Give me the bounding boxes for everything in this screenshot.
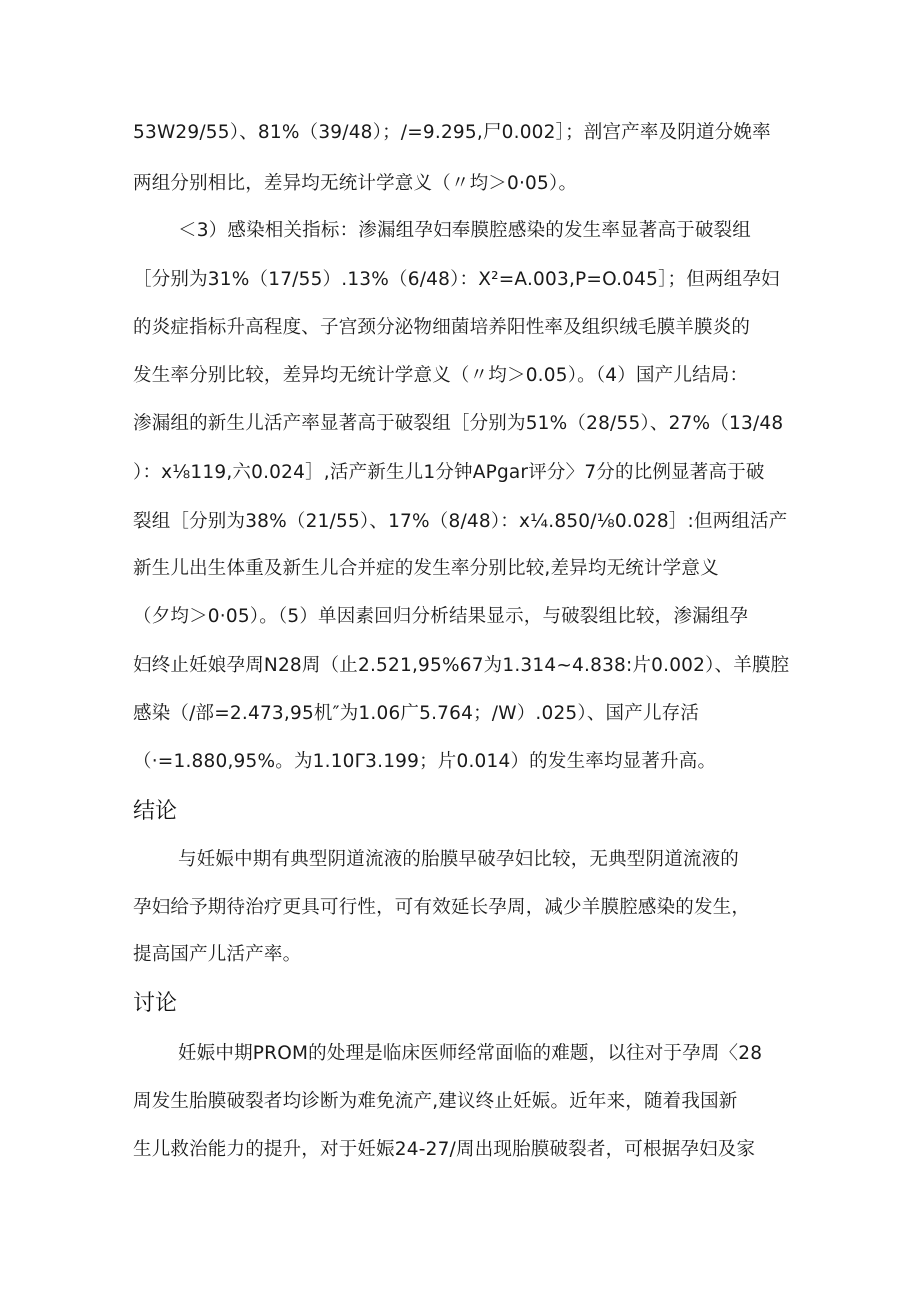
- discussion-line-3: 生儿救治能力的提升，对于妊娠24-27/周出现胎膜破裂者，可根据孕妇及家: [133, 1139, 756, 1160]
- results-line-7: 渗漏组的新生儿活产率显著高于破裂组［分别为51%（28/55）、27%（13/48: [133, 413, 784, 434]
- results-line-11: （夕均＞0·05）。（5）单因素回归分析结果显示，与破裂组比较，渗漏组孕: [133, 606, 749, 627]
- conclusion-line-3: 提高国产儿活产率。: [133, 944, 302, 965]
- conclusion-line-1: 与妊娠中期有典型阴道流液的胎膜早破孕妇比较，无典型阴道流液的: [178, 849, 740, 870]
- results-line-9: 裂组［分别为38%（21/55）、17%（8/48）：x¼.850/⅛0.028］:但两组活产: [133, 511, 788, 532]
- discussion-line-1: 妊娠中期PROM的处理是临床医师经常面临的难题，以往对于孕周〈28: [178, 1043, 763, 1064]
- results-line-10: 新生儿出生体重及新生儿合并症的发生率分别比较,差异均无统计学意义: [133, 558, 719, 579]
- results-line-5: 的炎症指标升高程度、子宫颈分泌物细菌培养阳性率及组织绒毛膜羊膜炎的: [133, 317, 751, 338]
- results-line-6: 发生率分别比较，差异均无统计学意义（〃均＞0.05）。（4）国产儿结局：: [133, 365, 749, 386]
- results-line-1: 53W29/55）、81%（39/48）；/=9.295,尸0.002］；剖宫产率及阴道分娩率: [133, 122, 771, 143]
- results-line-8: ）：x⅛119,六0.024］,活产新生儿1分钟APgar评分〉7分的比例显著高于破: [133, 462, 765, 483]
- discussion-heading: 讨论: [133, 991, 178, 1016]
- results-line-14: （·=1.880,95%。为1.10Γ3.199；片0.014）的发生率均显著升高。: [133, 751, 717, 772]
- conclusion-heading: 结论: [133, 799, 178, 824]
- results-line-12: 妇终止妊娘孕周N28周（止2.521,95%67为1.314~4.838:片0.002）、羊膜腔: [133, 655, 790, 676]
- results-line-4: ［分别为31%（17/55）.13%（6/48）：X²=A.003,P=O.045］；但两组孕妇: [133, 269, 780, 290]
- results-line-13: 感染（/部=2.473,95机″为1.06广5.764；/W）.025）、国产儿存活: [133, 703, 700, 724]
- results-line-2: 两组分别相比，差异均无统计学意义（〃均＞0·05）。: [133, 173, 578, 194]
- results-line-3: ＜3）感染相关指标：渗漏组孕妇奉膜腔感染的发生率显著高于破裂组: [178, 220, 751, 241]
- discussion-line-2: 周发生胎膜破裂者均诊断为难免流产,建议终止妊娠。近年来，随着我国新: [133, 1091, 738, 1112]
- conclusion-line-2: 孕妇给予期待治疗更具可行性，可有效延长孕周，减少羊膜腔感染的发生，: [133, 897, 751, 918]
